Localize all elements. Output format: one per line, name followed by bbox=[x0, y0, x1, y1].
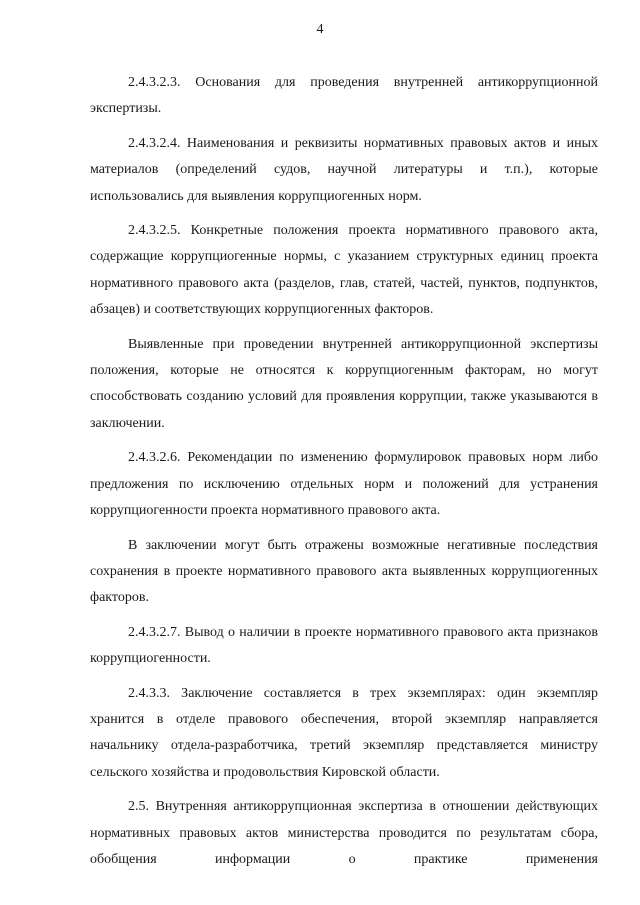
paragraph-negative-consequences: В заключении могут быть отражены возможные негативные последствия сохранения в проекте нормативного правового акта выявленных коррупциогенных факторов. bbox=[90, 537, 598, 606]
paragraph-2-4-3-3: 2.4.3.3. Заключение составляется в трех экземплярах: один экземпляр хранится в отделе правового обеспечения, второй экземпляр направляется начальнику отдела-разработчика, третий экземпляр представляется министру сельского хозяйства и продовольствия Кировской области. bbox=[90, 685, 598, 780]
paragraph-2-4-3-2-3: 2.4.3.2.3. Основания для проведения внутренней антикоррупционной экспертизы. bbox=[90, 75, 598, 117]
paragraph-2-4-3-2-4: 2.4.3.2.4. Наименования и реквизиты нормативных правовых актов и иных материалов (определений судов, научной литературы и т.п.), которые использовались для выявления коррупциогенных норм. bbox=[90, 135, 598, 204]
paragraph-2-4-3-2-6: 2.4.3.2.6. Рекомендации по изменению формулировок правовых норм либо предложения по исключению отдельных норм и положений для устранения коррупциогенности проекта нормативного правового акта. bbox=[90, 450, 598, 519]
document-body bbox=[90, 70, 598, 881]
page-number: 4 bbox=[316, 22, 324, 37]
paragraph-2-5: 2.5. Внутренняя антикоррупционная экспертиза в отношении действующих нормативных правовых актов министерства проводится по результатам сбора, обобщения информации о практике применения bbox=[90, 799, 598, 867]
paragraph-2-4-3-2-5: 2.4.3.2.5. Конкретные положения проекта нормативного правового акта, содержащие коррупциогенные нормы, с указанием структурных единиц проекта нормативного правового акта (разделов, глав, статей, частей, пунктов, подпунктов, абзацев) и соответствующих коррупциогенных факторов. bbox=[90, 223, 598, 318]
paragraph-identified-provisions: Выявленные при проведении внутренней антикоррупционной экспертизы положения, которые не относятся к коррупциогенным факторам, но могут способствовать созданию условий для проявления коррупции, также указываются в заключении. bbox=[90, 336, 598, 431]
paragraph-2-4-3-2-7: 2.4.3.2.7. Вывод о наличии в проекте нормативного правового акта признаков коррупциогенности. bbox=[90, 624, 598, 667]
